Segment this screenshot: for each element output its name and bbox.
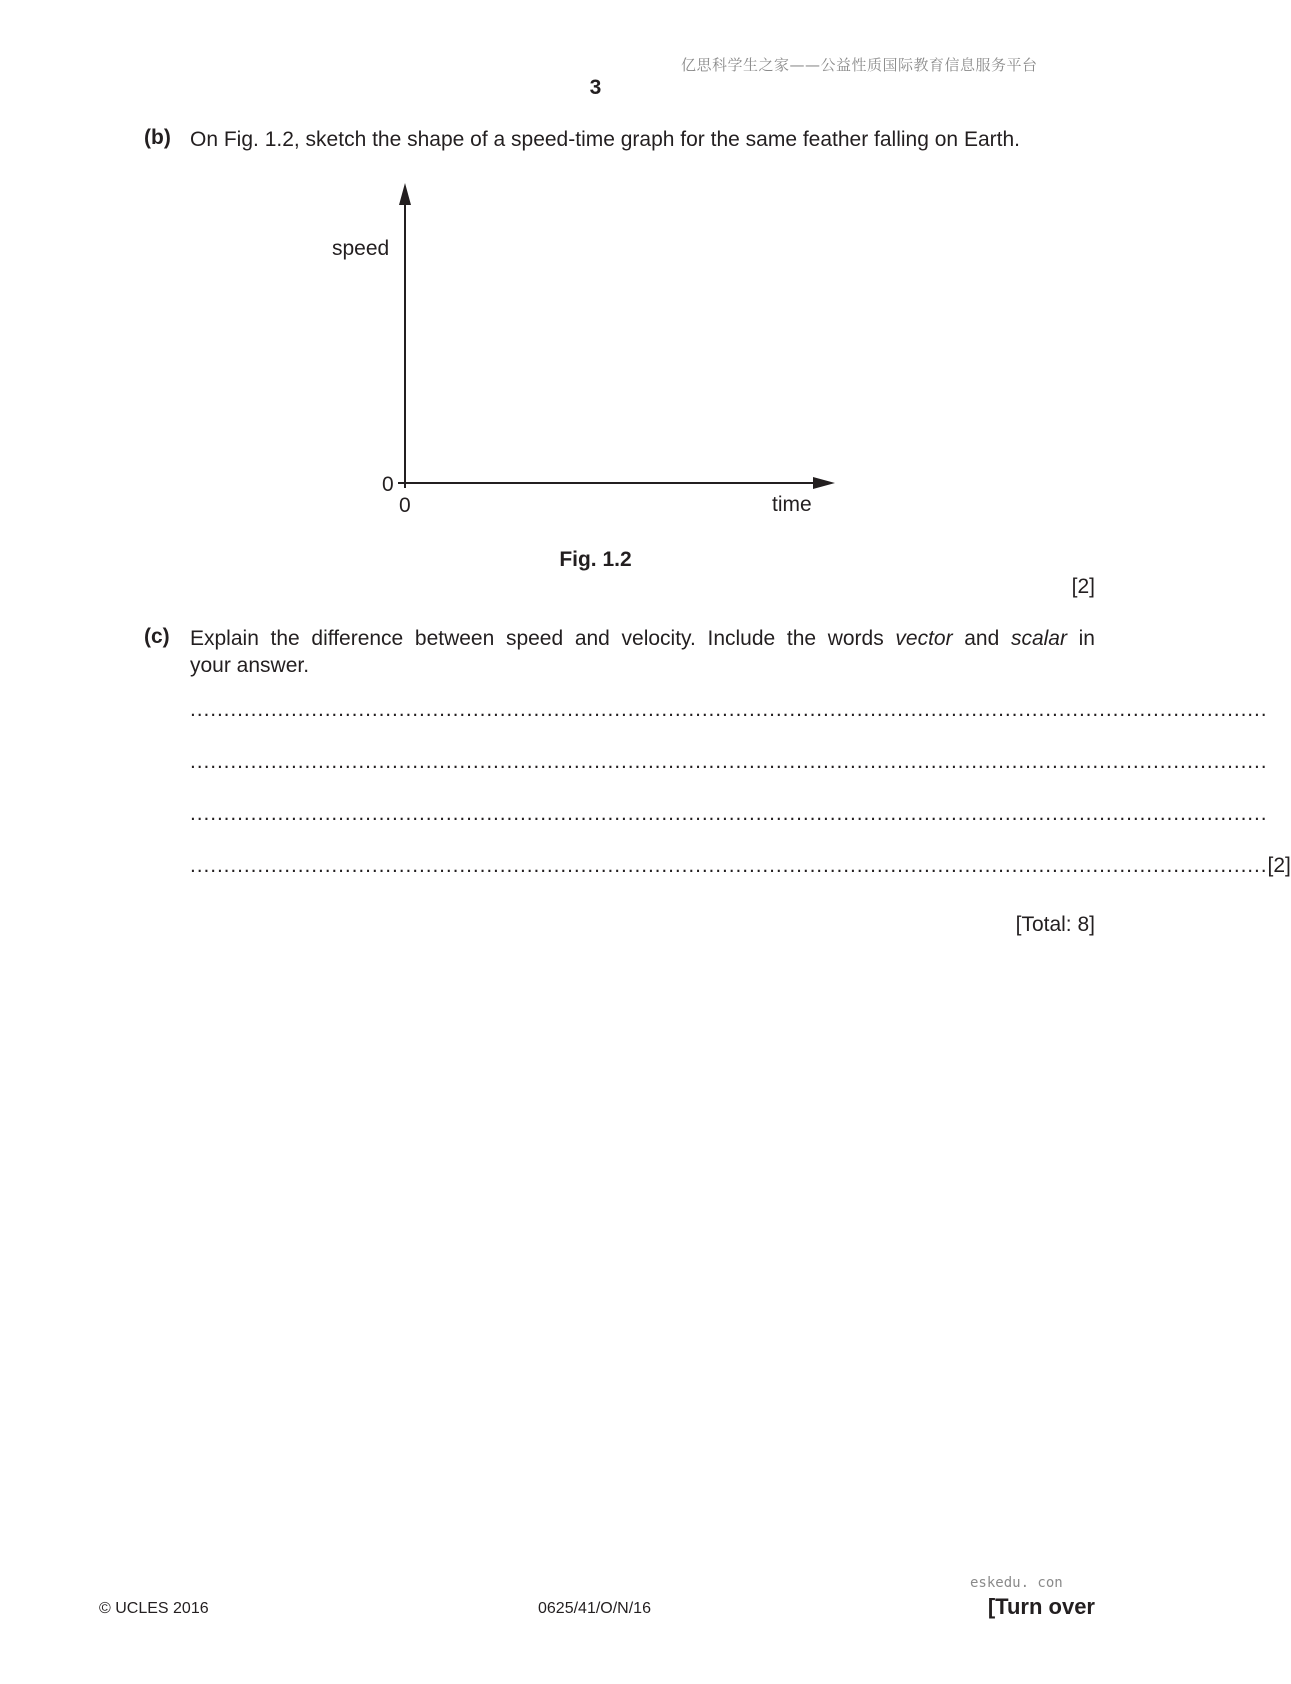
turn-over-label: [Turn over [987,1594,1095,1619]
question-b-label: (b) [144,126,171,149]
total-marks: [Total: 8] [1015,913,1095,936]
question-c-label: (c) [144,625,170,648]
footer-paper-code: 0625/41/O/N/16 [538,1600,651,1617]
question-c-line2: your answer. [190,654,310,677]
question-c-marks: [2] [1267,854,1291,877]
word-vector: vector [895,627,953,650]
answer-line-4[interactable] [190,854,1291,878]
figure-caption: Fig. 1.2 [559,548,632,571]
answer-line-3[interactable]: ................................................................................................................................................................ [190,802,1268,825]
x-origin-label: 0 [399,494,411,517]
y-axis-arrowhead [399,183,411,205]
question-b-text: On Fig. 1.2, sketch the shape of a speed-time graph for the same feather falling on Earth. [190,128,1020,151]
x-axis-arrowhead [813,477,835,489]
question-c-line1: Explain the difference between speed and velocity. Include the words vector and scalar in [190,627,1095,650]
y-axis-label: speed [332,237,390,260]
question-b-marks: [2] [1071,575,1095,598]
question-c-text [190,625,1095,679]
page-number: 3 [589,76,602,99]
word-scalar: scalar [1010,627,1067,650]
x-axis-label: time [772,493,812,516]
watermark-footer: eskedu. con [970,1575,1063,1591]
answer-line-1[interactable]: ................................................................................................................................................................ [190,698,1268,721]
watermark-header: 亿思科学生之家——公益性质国际教育信息服务平台 [681,56,1038,74]
speed-time-graph[interactable] [320,175,880,515]
answer-line-2[interactable]: ................................................................................................................................................................ [190,750,1268,773]
y-origin-label: 0 [382,473,394,496]
answer-line-4-dots: ................................................................................................................................................................ [190,854,1268,877]
footer-copyright: © UCLES 2016 [99,1600,209,1617]
